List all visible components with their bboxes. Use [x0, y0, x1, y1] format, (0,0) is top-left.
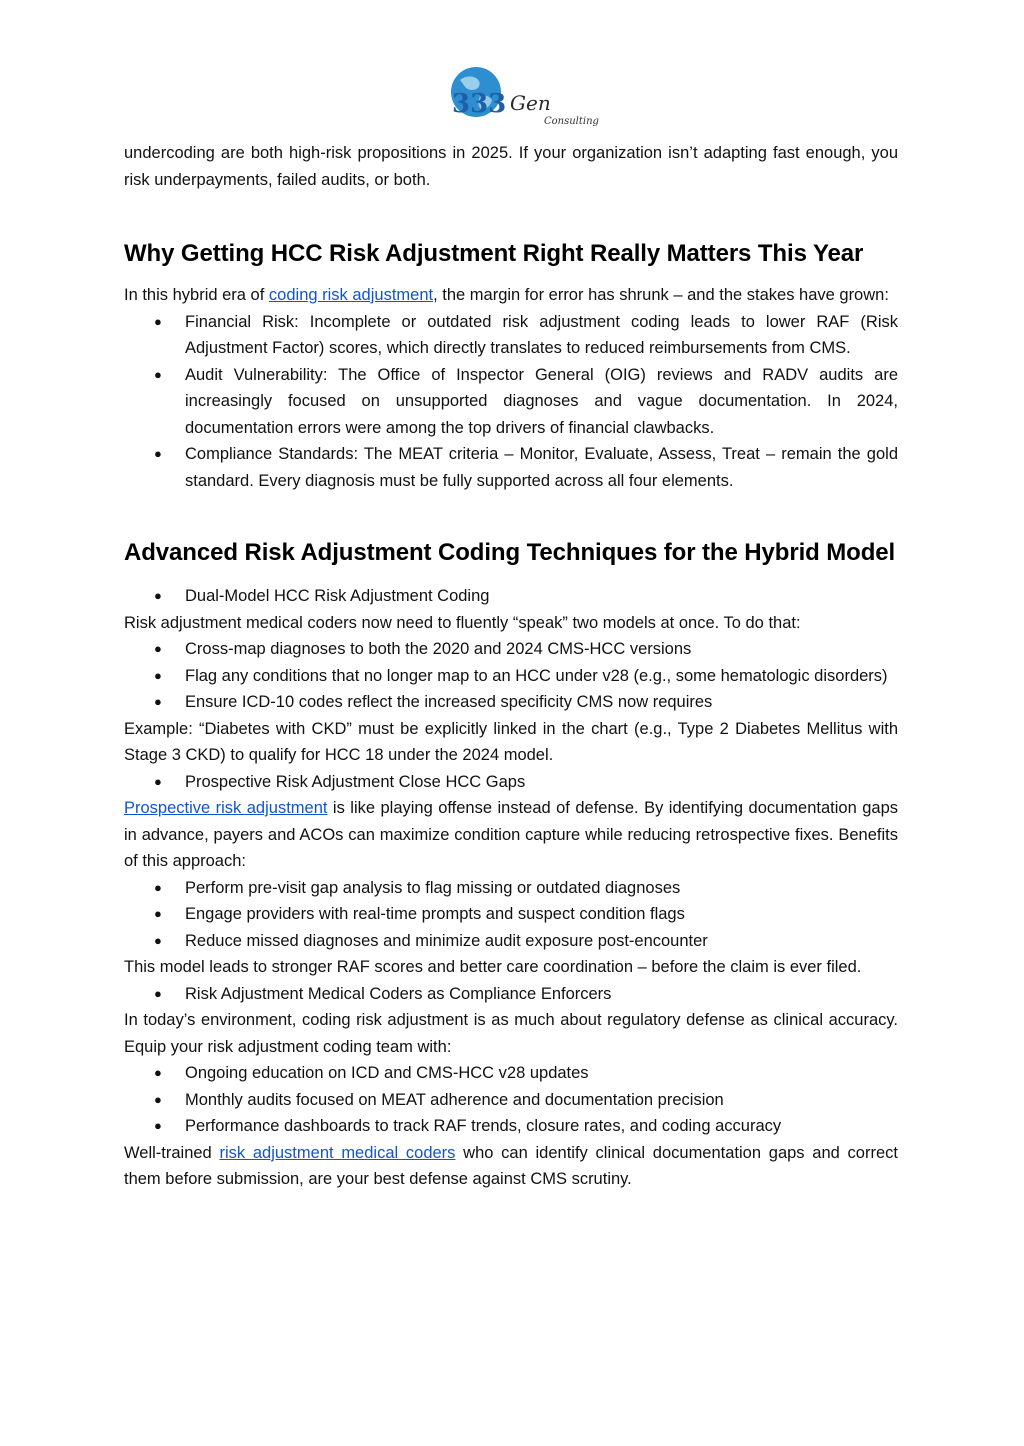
example-paragraph: Example: “Diabetes with CKD” must be explicitly linked in the chart (e.g., Type 2 Diabetes Mellitus with Stage 3 CKD) to qualify for HCC 18 under the 2024 model. [124, 719, 898, 764]
subheading-item [124, 769, 898, 796]
list-item-text: Audit Vulnerability: The Office of Inspector General (OIG) reviews and RADV audits are increasingly focused on unsupported diagnoses and vague documentation. In 2024, documentation errors were among the top drivers of financial clawbacks. [185, 365, 898, 437]
subheading-prospective: Prospective Risk Adjustment Close HCC Gaps [185, 772, 526, 791]
bullets3-list [124, 1060, 898, 1140]
list-item-text: Ensure ICD-10 codes reflect the increased specificity CMS now requires [185, 693, 713, 711]
list-item [124, 362, 898, 442]
sub1-list [124, 583, 898, 610]
list-item-text: Compliance Standards: The MEAT criteria – Monitor, Evaluate, Assess, Treat – remain the gold standard. Every diagnosis must be fully supported across all four elements. [185, 445, 898, 490]
bullet-icon: ● [154, 694, 162, 709]
section1-bullet-list [124, 309, 898, 495]
list-item [124, 689, 898, 716]
prospective-risk-adjustment-link[interactable]: Prospective risk adjustment [124, 799, 328, 817]
list-item [124, 441, 898, 494]
well-trained-text-before: Well-trained [124, 1143, 220, 1162]
prospective-text: is like playing offense instead of defense. By identifying documentation gaps in advance, payers and ACOs can maximize condition capture while reducing retrospective fixes. Benefits of this approach: [124, 799, 898, 870]
lead-text-after: , the margin for error has shrunk – and the stakes have grown: [433, 286, 889, 304]
coding-risk-adjustment-link[interactable]: coding risk adjustment [268, 286, 434, 304]
company-logo [446, 66, 599, 130]
logo-sub: Consulting [544, 116, 599, 127]
logo-word: Gen [510, 91, 551, 115]
subheading-dual-model: Dual-Model HCC Risk Adjustment Coding [185, 587, 490, 605]
list-item-text: Reduce missed diagnoses and minimize audit exposure post-encounter [185, 931, 708, 950]
lead-text-before: In this hybrid era of [124, 286, 269, 304]
bullets1-list [124, 636, 898, 716]
list-item [124, 309, 898, 362]
list-item-text: Perform pre-visit gap analysis to flag missing or outdated diagnoses [185, 878, 681, 897]
bullet-icon: ● [154, 906, 162, 921]
list-item [124, 1060, 898, 1087]
list-item-text: Cross-map diagnoses to both the 2020 and 2024 CMS-HCC versions [185, 640, 692, 658]
sub2-list [124, 769, 898, 796]
list-item [124, 875, 898, 902]
list-item [124, 636, 898, 663]
bullet-icon: ● [154, 366, 162, 382]
section-heading-why: Why Getting HCC Risk Adjustment Right Really Matters This Year [124, 240, 864, 267]
bullet-icon: ● [154, 588, 162, 603]
bullet-icon: ● [154, 1065, 162, 1080]
bullet-icon: ● [154, 1118, 162, 1133]
risk-adjustment-medical-coders-link[interactable]: risk adjustment medical coders [219, 1143, 456, 1162]
list-item [124, 663, 898, 690]
paragraph-model-leads: This model leads to stronger RAF scores and better care coordination – before the claim is ever filed. [124, 958, 862, 976]
bullet-icon: ● [154, 446, 162, 461]
paragraph-dual-model: Risk adjustment medical coders now need to fluently “speak” two models at once. To do that: [124, 613, 801, 632]
well-trained-text-after: who can identify clinical documentation gaps and correct them before submission, are your best defense against CMS scrutiny. [124, 1143, 898, 1188]
list-item-text: Engage providers with real-time prompts and suspect condition flags [185, 905, 685, 923]
bullet-icon: ● [154, 773, 162, 789]
subheading-item [124, 981, 898, 1008]
list-item-text: Flag any conditions that no longer map to an HCC under v28 (e.g., some hematologic disorders) [185, 666, 888, 685]
list-item-text: Ongoing education on ICD and CMS-HCC v28 updates [185, 1064, 589, 1082]
list-item-text: Monthly audits focused on MEAT adherence and documentation precision [185, 1090, 724, 1109]
list-item [124, 928, 898, 955]
paragraph-well-trained [124, 1140, 898, 1193]
list-item [124, 901, 898, 928]
bullet-icon: ● [154, 667, 162, 683]
section1-lead [124, 282, 898, 309]
bullet-icon: ● [154, 985, 162, 1001]
section-heading-advanced: Advanced Risk Adjustment Coding Techniques for the Hybrid Model [124, 539, 896, 566]
bullet-icon: ● [154, 313, 162, 329]
subheading-item [124, 583, 898, 610]
list-item-text: Performance dashboards to track RAF trends, closure rates, and coding accuracy [185, 1117, 782, 1135]
document-body [124, 140, 898, 1193]
bullets2-list [124, 875, 898, 955]
list-item [124, 1113, 898, 1140]
paragraph-prospective [124, 795, 898, 875]
list-item [124, 1087, 898, 1114]
list-item-text: Financial Risk: Incomplete or outdated risk adjustment coding leads to lower RAF (Risk Adjustment Factor) scores, which directly translates to reduced reimbursements from CMS. [185, 312, 898, 357]
paragraph-environment: In today’s environment, coding risk adjustment is as much about regulatory defense as clinical accuracy. Equip your risk adjustment coding team with: [124, 1011, 898, 1056]
logo-graphic [446, 66, 599, 130]
bullet-icon: ● [154, 641, 162, 656]
logo-digit-1: 333 [452, 89, 507, 119]
sub3-list [124, 981, 898, 1008]
bullet-icon: ● [154, 879, 162, 895]
subheading-compliance: Risk Adjustment Medical Coders as Compliance Enforcers [185, 984, 612, 1003]
intro-paragraph: undercoding are both high-risk propositions in 2025. If your organization isn’t adapting fast enough, you risk underpayments, failed audits, or both. [124, 144, 898, 189]
bullet-icon: ● [154, 932, 162, 948]
bullet-icon: ● [154, 1091, 162, 1107]
